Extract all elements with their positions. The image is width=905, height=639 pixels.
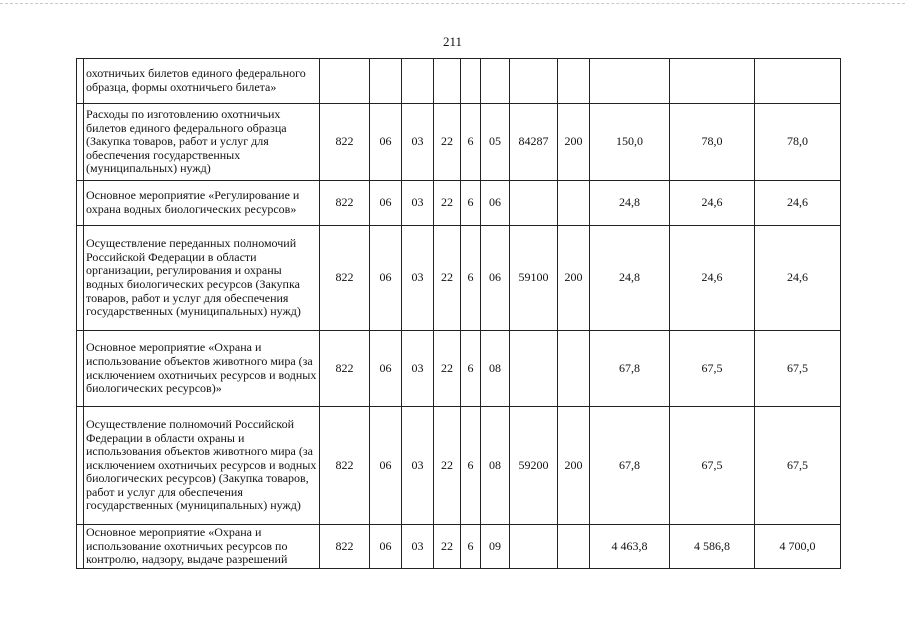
table-row (77, 181, 841, 226)
direction-code (510, 525, 558, 569)
section-code: 06 (370, 407, 402, 525)
program-code: 22 (434, 104, 461, 181)
activity-code: 06 (481, 181, 510, 226)
expense-type-code (558, 331, 590, 407)
amount-year-1 (590, 59, 670, 104)
amount-year-2: 67,5 (670, 407, 755, 525)
amount-year-2: 78,0 (670, 104, 755, 181)
subsection-code: 03 (402, 525, 434, 569)
subsection-code (402, 59, 434, 104)
amount-year-1: 67,8 (590, 331, 670, 407)
program-code: 22 (434, 407, 461, 525)
ministry-code (320, 59, 370, 104)
row-number-cell (77, 331, 84, 407)
ministry-code: 822 (320, 226, 370, 331)
expense-type-code: 200 (558, 104, 590, 181)
subprogram-code: 6 (461, 407, 481, 525)
row-description: Основное мероприятие «Охрана и использование охотничьих ресурсов по контролю, надзору, выдаче разрешений (84, 525, 320, 569)
amount-year-2: 24,6 (670, 181, 755, 226)
direction-code (510, 59, 558, 104)
section-code: 06 (370, 104, 402, 181)
program-code: 22 (434, 181, 461, 226)
section-code: 06 (370, 181, 402, 226)
amount-year-3: 78,0 (755, 104, 841, 181)
subsection-code: 03 (402, 226, 434, 331)
table-row (77, 331, 841, 407)
row-description: Основное мероприятие «Регулирование и охрана водных биологических ресурсов» (84, 181, 320, 226)
section-code: 06 (370, 331, 402, 407)
budget-table-body (77, 59, 841, 569)
activity-code: 08 (481, 407, 510, 525)
subprogram-code: 6 (461, 226, 481, 331)
table-row (77, 104, 841, 181)
direction-code: 59200 (510, 407, 558, 525)
subsection-code: 03 (402, 407, 434, 525)
row-number-cell (77, 226, 84, 331)
subsection-code: 03 (402, 331, 434, 407)
expense-type-code (558, 525, 590, 569)
row-number-cell (77, 181, 84, 226)
program-code: 22 (434, 226, 461, 331)
amount-year-1: 67,8 (590, 407, 670, 525)
amount-year-1: 24,8 (590, 226, 670, 331)
subsection-code: 03 (402, 181, 434, 226)
amount-year-2 (670, 59, 755, 104)
amount-year-1: 150,0 (590, 104, 670, 181)
row-description: Основное мероприятие «Охрана и использование объектов животного мира (за исключением охотничьих ресурсов и водных биологических ресурсов)» (84, 331, 320, 407)
row-description: Осуществление полномочий Российской Федерации в области охраны и использования объектов животного мира (за исключением охотничьих ресурсов и водных биологических ресурсов) (Закупка товаров, работ и услуг для обеспечения государственных (муниципальных) нужд) (84, 407, 320, 525)
table-row (77, 226, 841, 331)
amount-year-2: 4 586,8 (670, 525, 755, 569)
activity-code: 05 (481, 104, 510, 181)
amount-year-3 (755, 59, 841, 104)
row-description: Осуществление переданных полномочий Российской Федерации в области организации, регулирования и охраны водных биологических ресурсов (Закупка товаров, работ и услуг для обеспечения государственных (муниципальных) нужд) (84, 226, 320, 331)
amount-year-3: 24,6 (755, 226, 841, 331)
amount-year-3: 4 700,0 (755, 525, 841, 569)
amount-year-1: 4 463,8 (590, 525, 670, 569)
ministry-code: 822 (320, 331, 370, 407)
ministry-code: 822 (320, 181, 370, 226)
scan-edge-top (0, 3, 905, 4)
section-code: 06 (370, 226, 402, 331)
direction-code (510, 331, 558, 407)
expense-type-code (558, 59, 590, 104)
amount-year-2: 67,5 (670, 331, 755, 407)
row-number-cell (77, 407, 84, 525)
ministry-code: 822 (320, 407, 370, 525)
section-code (370, 59, 402, 104)
subprogram-code: 6 (461, 525, 481, 569)
direction-code: 84287 (510, 104, 558, 181)
expense-type-code: 200 (558, 226, 590, 331)
page-number: 211 (442, 34, 463, 49)
expense-type-code (558, 181, 590, 226)
ministry-code: 822 (320, 525, 370, 569)
table-row (77, 407, 841, 525)
amount-year-3: 67,5 (755, 407, 841, 525)
subprogram-code: 6 (461, 331, 481, 407)
subprogram-code: 6 (461, 181, 481, 226)
table-row (77, 525, 841, 569)
row-description: Расходы по изготовлению охотничьих билетов единого федерального образца (Закупка товаров, работ и услуг для обеспечения государственных (муниципальных) нужд) (84, 104, 320, 181)
section-code: 06 (370, 525, 402, 569)
subsection-code: 03 (402, 104, 434, 181)
row-description: охотничьих билетов единого федерального образца, формы охотничьего билета» (84, 59, 320, 104)
budget-table (76, 58, 841, 569)
row-number-cell (77, 525, 84, 569)
row-number-cell (77, 104, 84, 181)
table-row (77, 59, 841, 104)
activity-code: 09 (481, 525, 510, 569)
amount-year-2: 24,6 (670, 226, 755, 331)
direction-code: 59100 (510, 226, 558, 331)
program-code: 22 (434, 525, 461, 569)
expense-type-code: 200 (558, 407, 590, 525)
program-code: 22 (434, 331, 461, 407)
amount-year-3: 24,6 (755, 181, 841, 226)
activity-code: 08 (481, 331, 510, 407)
row-number-cell (77, 59, 84, 104)
program-code (434, 59, 461, 104)
amount-year-3: 67,5 (755, 331, 841, 407)
amount-year-1: 24,8 (590, 181, 670, 226)
activity-code (481, 59, 510, 104)
direction-code (510, 181, 558, 226)
ministry-code: 822 (320, 104, 370, 181)
subprogram-code (461, 59, 481, 104)
activity-code: 06 (481, 226, 510, 331)
subprogram-code: 6 (461, 104, 481, 181)
